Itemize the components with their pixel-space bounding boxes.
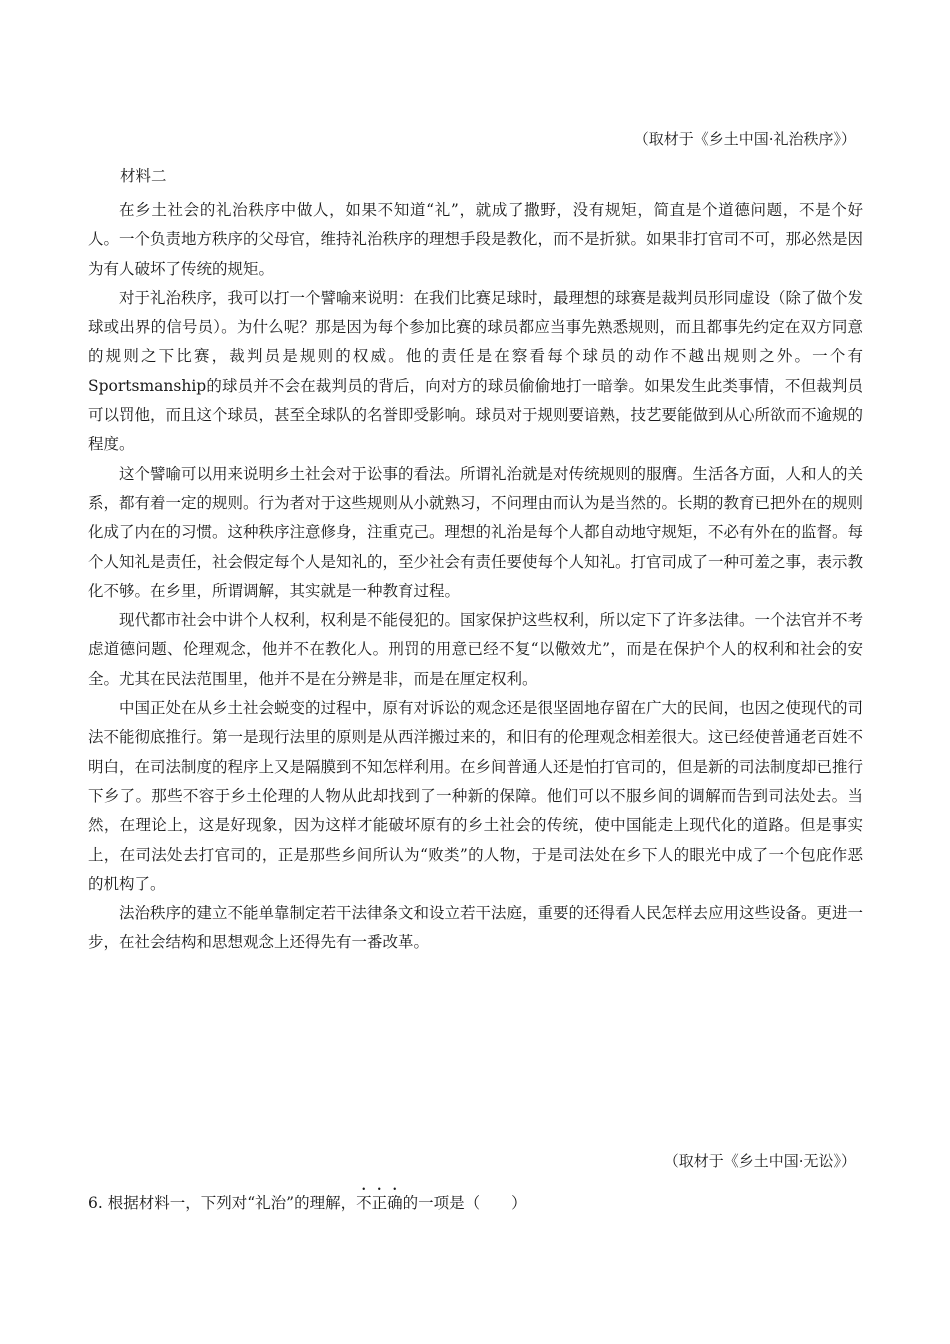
- article-body: [88, 196, 863, 958]
- paragraph: 这个譬喻可以用来说明乡土社会对于讼事的看法。所谓礼治就是对传统规则的服膺。生活各方面，人和人的关系，都有着一定的规则。行为者对于这些规则从小就熟习，不问理由而认为是当然的。长期的教育已把外在的规则化成了内在的习惯。这种秩序注意修身，注重克己。理想的礼治是每个人都自动地守规矩，不必有外在的监督。每个人知礼是责任，社会假定每个人是知礼的，至少社会有责任要使每个人知礼。打官司成了一种可羞之事，表示教化不够。在乡里，所谓调解，其实就是一种教育过程。: [88, 464, 864, 600]
- source-citation-1: （取材于《乡土中国·礼治秩序》）: [633, 130, 856, 148]
- paragraph: 法治秩序的建立不能单靠制定若干法律条文和设立若干法庭，重要的还得看人民怎样去应用这些设备。更进一步，在社会结构和思想观念上还得先有一番改革。: [88, 904, 864, 952]
- question-suffix: 的一项是（ ）: [402, 1194, 527, 1212]
- paragraph: 现代都市社会中讲个人权利，权利是不能侵犯的。国家保护这些权利，所以定下了许多法律。一个法官并不考虑道德问题、伦理观念，他并不在教化人。刑罚的用意已经不复“以儆效尤”，而是在保护个人的权利和社会的安全。尤其在民法范围里，他并不是在分辨是非，而是在厘定权利。: [88, 611, 864, 688]
- material-heading: 材料二: [120, 167, 167, 185]
- question-emphasis: 不正确: [356, 1194, 403, 1212]
- question-prefix: 6. 根据材料一，下列对“礼治”的理解，: [88, 1194, 357, 1212]
- source-citation-2: （取材于《乡土中国·无讼》）: [663, 1152, 856, 1170]
- paragraph: 在乡土社会的礼治秩序中做人，如果不知道“礼”，就成了撒野，没有规矩，简直是个道德问题，不是个好人。一个负责地方秩序的父母官，维持礼治秩序的理想手段是教化，而不是折狱。如果非打官司不可，那必然是因为有人破坏了传统的规矩。: [88, 201, 864, 278]
- paragraph: 中国正处在从乡土社会蜕变的过程中，原有对诉讼的观念还是很坚固地存留在广大的民间，也因之使现代的司法不能彻底推行。第一是现行法里的原则是从西洋搬过来的，和旧有的伦理观念相差很大。这已经使普通老百姓不明白，在司法制度的程序上又是隔膜到不知怎样利用。在乡间普通人还是怕打官司的，但是新的司法制度却已推行下乡了。那些不容于乡土伦理的人物从此却找到了一种新的保障。他们可以不服乡间的调解而告到司法处去。当然，在理论上，这是好现象，因为这样才能破坏原有的乡土社会的传统，使中国能走上现代化的道路。但是事实上，在司法处去打官司的，正是那些乡间所认为“败类”的人物，于是司法处在乡下人的眼光中成了一个包庇作恶的机构了。: [88, 699, 864, 893]
- question-6: [88, 1185, 527, 1213]
- paragraph: 对于礼治秩序，我可以打一个譬喻来说明：在我们比赛足球时，最理想的球赛是裁判员形同虚设（除了做个发球或出界的信号员）。为什么呢？那是因为每个参加比赛的球员都应当事先熟悉规则，而且都事先约定在双方同意的规则之下比赛，裁判员是规则的权威。他的责任是在察看每个球员的动作不越出规则之外。一个有Sportsmanship的球员并不会在裁判员的背后，向对方的球员偷偷地打一暗拳。如果发生此类事情，不但裁判员可以罚他，而且这个球员，甚至全球队的名誉即受影响。球员对于规则要谙熟，技艺要能做到从心所欲而不逾规的程度。: [88, 288, 864, 454]
